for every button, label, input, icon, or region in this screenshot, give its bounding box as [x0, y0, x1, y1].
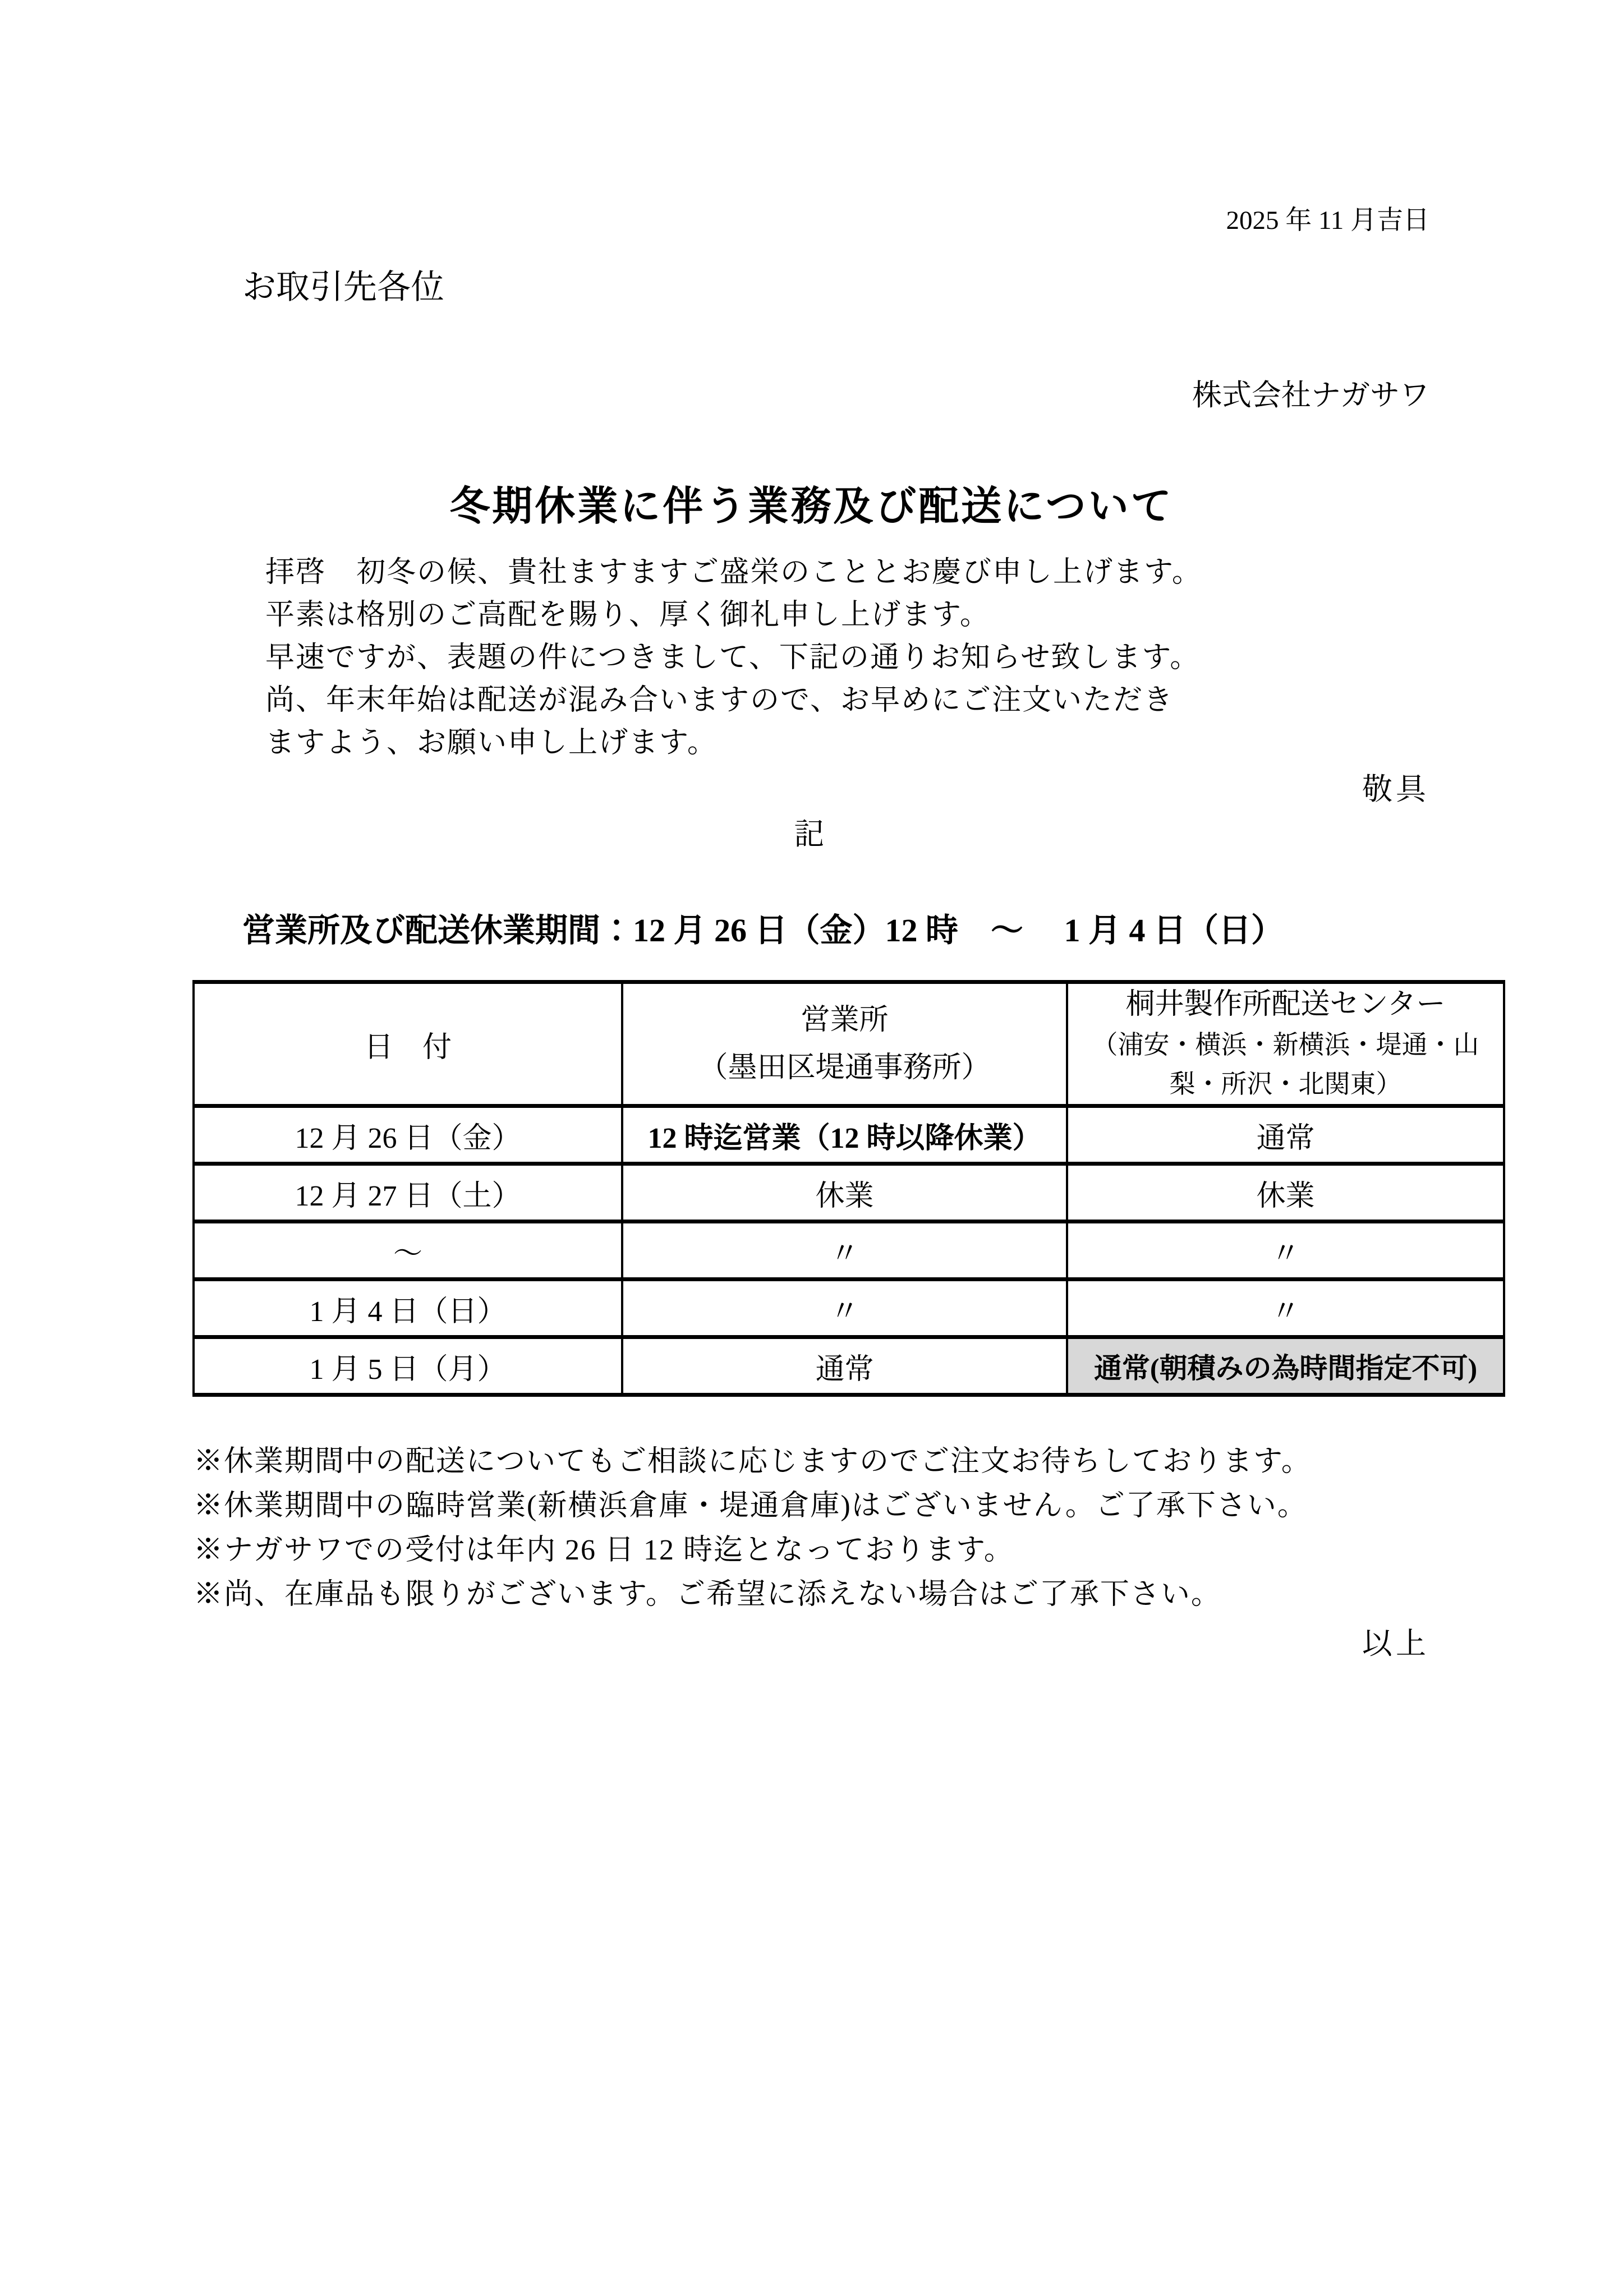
table-header-row — [194, 982, 1504, 1106]
cell-date: ～ — [194, 1222, 622, 1280]
header-office-line1: 営業所 — [801, 1004, 889, 1037]
greeting-line: 平素は格別のご高配を賜り、厚く御礼申し上げます。 — [265, 599, 990, 632]
header-delivery-center-line2: （浦安・横浜・新横浜・堤通・山 — [1092, 1030, 1479, 1060]
cell-date: 12 月 26 日（金） — [194, 1106, 622, 1164]
header-delivery-center — [1067, 982, 1504, 1106]
record-mark: 記 — [794, 817, 829, 852]
cell-center-status: 通常 — [1067, 1106, 1504, 1164]
addressee: お取引先各位 — [242, 269, 444, 306]
greeting-paragraph — [265, 551, 1623, 765]
header-date: 日 付 — [194, 982, 622, 1106]
greeting-line: 尚、年末年始は配送が混み合いますので、お早めにご注文いただき — [265, 684, 1174, 717]
cell-office-status: 〃 — [622, 1280, 1067, 1337]
cell-date: 12 月 27 日（土） — [194, 1164, 622, 1222]
note-line: ※ナガサワでの受付は年内 26 日 12 時迄となっております。 — [194, 1534, 1014, 1567]
cell-office-status: 12 時迄営業（12 時以降休業） — [622, 1106, 1067, 1164]
schedule-table — [192, 980, 1505, 1397]
cell-date: 1 月 5 日（月） — [194, 1337, 622, 1395]
cell-center-status-highlighted: 通常(朝積みの為時間指定不可) — [1067, 1337, 1504, 1395]
table-row — [194, 1280, 1504, 1337]
cell-office-status: 通常 — [622, 1337, 1067, 1395]
table-row — [194, 1337, 1504, 1395]
date-line: 2025 年 11 月吉日 — [1226, 206, 1429, 235]
cell-center-status: 休業 — [1067, 1164, 1504, 1222]
company-name: 株式会社ナガサワ — [1192, 379, 1429, 412]
note-line: ※休業期間中の臨時営業(新横浜倉庫・堤通倉庫)はございません。ご了承下さい。 — [194, 1490, 1308, 1522]
notes-section — [194, 1439, 1623, 1617]
period-heading: 営業所及び配送休業期間：12 月 26 日（金）12 時 ～ 1 月 4 日（日） — [242, 912, 1284, 949]
cell-date: 1 月 4 日（日） — [194, 1280, 622, 1337]
header-office — [622, 982, 1067, 1106]
cell-center-status: 〃 — [1067, 1222, 1504, 1280]
greeting-line: 早速ですが、表題の件につきまして、下記の通りお知らせ致します。 — [265, 642, 1201, 674]
cell-office-status: 〃 — [622, 1222, 1067, 1280]
header-delivery-center-line3: 梨・所沢・北関東） — [1169, 1070, 1402, 1099]
greeting-line: 拝啓 初冬の候、貴社ますますご盛栄のこととお慶び申し上げます。 — [265, 556, 1202, 589]
closing-keigu: 敬具 — [1362, 772, 1429, 807]
header-office-line2: （墨田区堤通事務所） — [698, 1052, 991, 1084]
end-mark: 以上 — [1362, 1627, 1429, 1661]
table-row — [194, 1164, 1504, 1222]
note-line: ※休業期間中の配送についてもご相談に応じますのでご注文お待ちしております。 — [194, 1446, 1312, 1478]
greeting-line: ますよう、お願い申し上げます。 — [265, 727, 718, 760]
cell-center-status: 〃 — [1067, 1280, 1504, 1337]
note-line: ※尚、在庫品も限りがございます。ご希望に添えない場合はご了承下さい。 — [194, 1579, 1221, 1611]
table-row — [194, 1106, 1504, 1164]
table-row — [194, 1222, 1504, 1280]
cell-office-status: 休業 — [622, 1164, 1067, 1222]
header-delivery-center-line1: 桐井製作所配送センター — [1125, 988, 1446, 1021]
letter-title: 冬期休業に伴う業務及び配送について — [449, 484, 1174, 529]
